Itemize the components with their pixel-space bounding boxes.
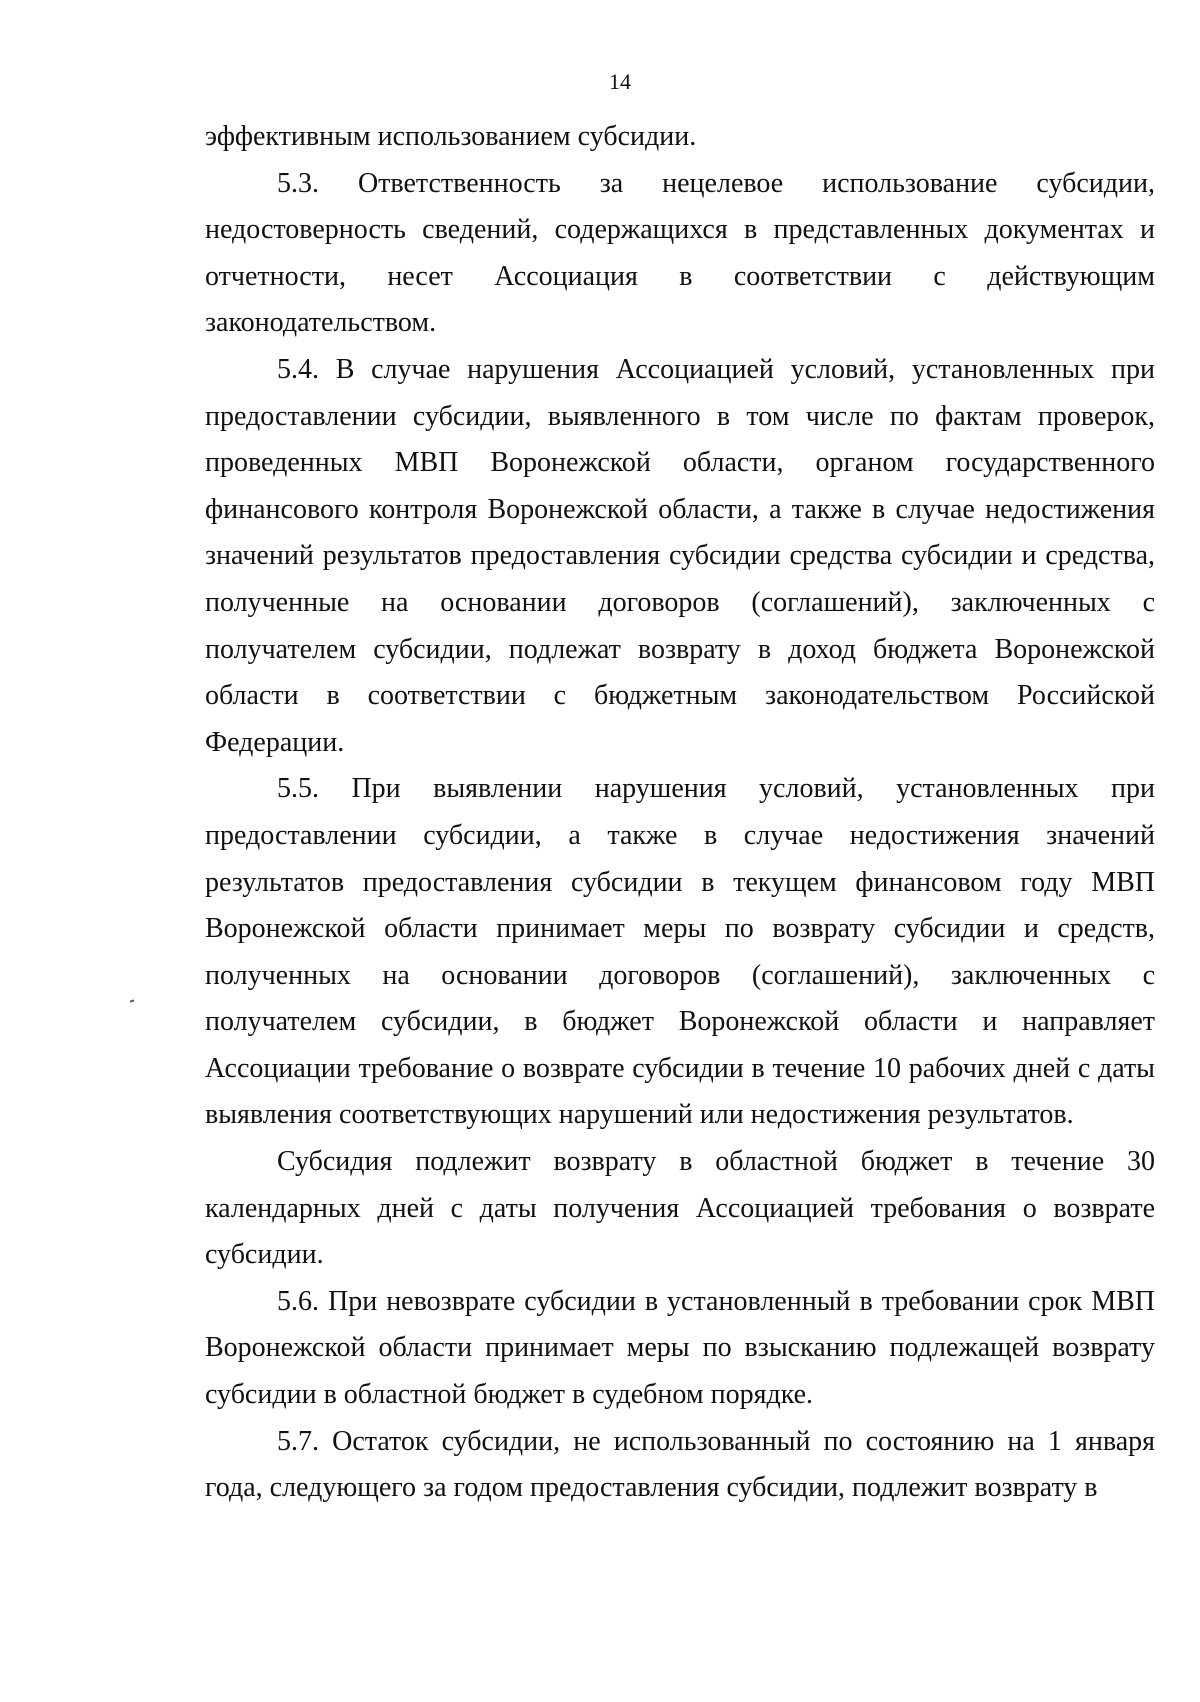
paragraph-5-5: 5.5. При выявлении нарушения условий, установленных при предоставлении субсидии, а также в случае недостижения значений результатов предоставления субсидии в текущем финансовом году МВП Воронежской области принимает меры по возврату субсидии и средств, полученных на основании договоров (соглашений), заключенных с получателем субсидии, в бюджет Воронежской области и направляет Ассоциации требование о возврате субсидии в течение 10 рабочих дней с даты выявления соответствующих нарушений или недостижения результатов. bbox=[205, 773, 1155, 1131]
paragraph-subsidy-return: Субсидия подлежит возврату в областной бюджет в течение 30 календарных дней с даты получения Ассоциацией требования о возврате субсидии. bbox=[205, 1146, 1155, 1271]
paragraph-5-6: 5.6. При невозврате субсидии в установленный в требовании срок МВП Воронежской области принимает меры по взысканию подлежащей возврату субсидии в областной бюджет в судебном порядке. bbox=[205, 1285, 1155, 1411]
page-number: 14 bbox=[609, 69, 631, 94]
document-body bbox=[205, 114, 1155, 1512]
paragraph-5-3: 5.3. Ответственность за нецелевое использование субсидии, недостоверность сведений, содержащихся в представленных документах и отчетности, несет Ассоциация в соответствии с действующим законодательством. bbox=[205, 167, 1155, 339]
paragraph-continuation: эффективным использованием субсидии. bbox=[205, 121, 697, 152]
scan-speck bbox=[130, 999, 134, 1002]
paragraph-5-7: 5.7. Остаток субсидии, не использованный по состоянию на 1 января года, следующего за годом предоставления субсидии, подлежит возврату в bbox=[205, 1425, 1155, 1504]
paragraph-5-4: 5.4. В случае нарушения Ассоциацией условий, установленных при предоставлении субсидии, выявленного в том числе по фактам проверок, проведенных МВП Воронежской области, органом государственного финансового контроля Воронежской области, а также в случае недостижения значений результатов предоставления субсидии средства субсидии и средства, полученные на основании договоров (соглашений), заключенных с получателем субсидии, подлежат возврату в доход бюджета Воронежской области в соответствии с бюджетным законодательством Российской Федерации. bbox=[205, 353, 1155, 758]
